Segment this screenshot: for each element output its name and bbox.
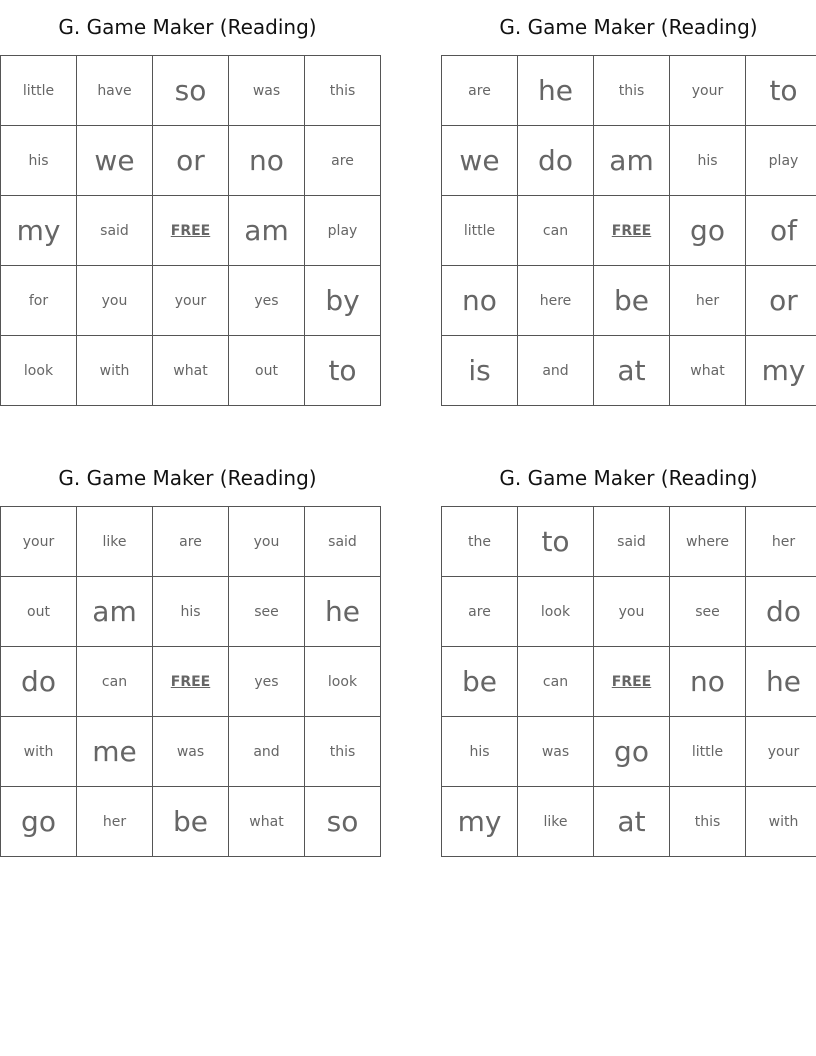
free-space-cell: FREE: [594, 196, 670, 266]
word-cell: this: [670, 787, 746, 857]
word-cell: look: [1, 336, 77, 406]
word-cell: have: [77, 56, 153, 126]
card-title: G. Game Maker (Reading): [58, 15, 317, 39]
word-cell: to: [746, 56, 816, 126]
word-cell: we: [77, 126, 153, 196]
word-cell: can: [518, 196, 594, 266]
word-cell: so: [305, 787, 381, 857]
word-cell: he: [518, 56, 594, 126]
word-cell: can: [77, 647, 153, 717]
grid-row: [442, 56, 816, 126]
word-cell: my: [746, 336, 816, 406]
grid-row: [1, 577, 381, 647]
grid-row: [1, 196, 381, 266]
word-cell: her: [77, 787, 153, 857]
word-cell: what: [153, 336, 229, 406]
word-cell: play: [305, 196, 381, 266]
word-cell: are: [442, 56, 518, 126]
word-cell: little: [670, 717, 746, 787]
word-cell: your: [746, 717, 816, 787]
grid-row: [1, 266, 381, 336]
bingo-card-1: [0, 0, 375, 406]
word-cell: what: [229, 787, 305, 857]
word-cell: yes: [229, 266, 305, 336]
word-cell: your: [670, 56, 746, 126]
card-title: G. Game Maker (Reading): [499, 466, 758, 490]
word-cell: her: [670, 266, 746, 336]
word-cell: are: [305, 126, 381, 196]
card-title: G. Game Maker (Reading): [499, 15, 758, 39]
bingo-card-4: [441, 451, 816, 857]
word-cell: his: [153, 577, 229, 647]
word-cell: you: [594, 577, 670, 647]
word-cell: are: [153, 507, 229, 577]
word-cell: was: [153, 717, 229, 787]
grid-row: [442, 336, 816, 406]
word-cell: his: [1, 126, 77, 196]
word-cell: this: [305, 717, 381, 787]
word-cell: play: [746, 126, 816, 196]
word-cell: you: [77, 266, 153, 336]
word-cell: are: [442, 577, 518, 647]
word-cell: little: [442, 196, 518, 266]
word-cell: be: [153, 787, 229, 857]
word-cell: what: [670, 336, 746, 406]
bingo-card-2: [441, 0, 816, 406]
word-cell: for: [1, 266, 77, 336]
word-cell: do: [518, 126, 594, 196]
grid-row: [442, 647, 816, 717]
word-cell: his: [442, 717, 518, 787]
word-cell: no: [670, 647, 746, 717]
word-cell: am: [77, 577, 153, 647]
word-cell: little: [1, 56, 77, 126]
word-cell: be: [442, 647, 518, 717]
word-cell: with: [1, 717, 77, 787]
free-space-cell: FREE: [594, 647, 670, 717]
grid-row: [442, 717, 816, 787]
word-cell: and: [518, 336, 594, 406]
bingo-grid: [441, 55, 816, 406]
free-space-cell: FREE: [153, 196, 229, 266]
word-cell: he: [746, 647, 816, 717]
word-cell: can: [518, 647, 594, 717]
free-space-cell: FREE: [153, 647, 229, 717]
word-cell: we: [442, 126, 518, 196]
grid-row: [1, 336, 381, 406]
word-cell: at: [594, 787, 670, 857]
word-cell: go: [670, 196, 746, 266]
bingo-grid: [0, 506, 381, 857]
word-cell: the: [442, 507, 518, 577]
word-cell: your: [1, 507, 77, 577]
grid-row: [1, 56, 381, 126]
grid-row: [1, 126, 381, 196]
word-cell: so: [153, 56, 229, 126]
word-cell: of: [746, 196, 816, 266]
word-cell: or: [153, 126, 229, 196]
word-cell: my: [1, 196, 77, 266]
word-cell: at: [594, 336, 670, 406]
grid-row: [442, 266, 816, 336]
word-cell: said: [594, 507, 670, 577]
word-cell: yes: [229, 647, 305, 717]
word-cell: here: [518, 266, 594, 336]
word-cell: am: [594, 126, 670, 196]
word-cell: do: [746, 577, 816, 647]
word-cell: go: [1, 787, 77, 857]
grid-row: [442, 126, 816, 196]
grid-row: [1, 647, 381, 717]
word-cell: her: [746, 507, 816, 577]
grid-row: [1, 787, 381, 857]
word-cell: was: [229, 56, 305, 126]
bingo-grid: [0, 55, 381, 406]
word-cell: no: [442, 266, 518, 336]
word-cell: look: [305, 647, 381, 717]
word-cell: your: [153, 266, 229, 336]
word-cell: out: [1, 577, 77, 647]
word-cell: am: [229, 196, 305, 266]
word-cell: he: [305, 577, 381, 647]
grid-row: [442, 507, 816, 577]
word-cell: look: [518, 577, 594, 647]
word-cell: by: [305, 266, 381, 336]
word-cell: me: [77, 717, 153, 787]
word-cell: like: [518, 787, 594, 857]
word-cell: see: [229, 577, 305, 647]
word-cell: my: [442, 787, 518, 857]
word-cell: to: [518, 507, 594, 577]
word-cell: was: [518, 717, 594, 787]
word-cell: said: [77, 196, 153, 266]
word-cell: do: [1, 647, 77, 717]
word-cell: and: [229, 717, 305, 787]
grid-row: [442, 196, 816, 266]
grid-row: [1, 717, 381, 787]
grid-row: [442, 787, 816, 857]
grid-row: [1, 507, 381, 577]
grid-row: [442, 577, 816, 647]
word-cell: no: [229, 126, 305, 196]
word-cell: to: [305, 336, 381, 406]
card-title: G. Game Maker (Reading): [58, 466, 317, 490]
word-cell: where: [670, 507, 746, 577]
word-cell: see: [670, 577, 746, 647]
word-cell: this: [594, 56, 670, 126]
word-cell: or: [746, 266, 816, 336]
bingo-grid: [441, 506, 816, 857]
word-cell: like: [77, 507, 153, 577]
bingo-card-3: [0, 451, 375, 857]
word-cell: said: [305, 507, 381, 577]
word-cell: his: [670, 126, 746, 196]
word-cell: is: [442, 336, 518, 406]
word-cell: out: [229, 336, 305, 406]
word-cell: be: [594, 266, 670, 336]
word-cell: with: [746, 787, 816, 857]
word-cell: with: [77, 336, 153, 406]
word-cell: you: [229, 507, 305, 577]
word-cell: go: [594, 717, 670, 787]
word-cell: this: [305, 56, 381, 126]
